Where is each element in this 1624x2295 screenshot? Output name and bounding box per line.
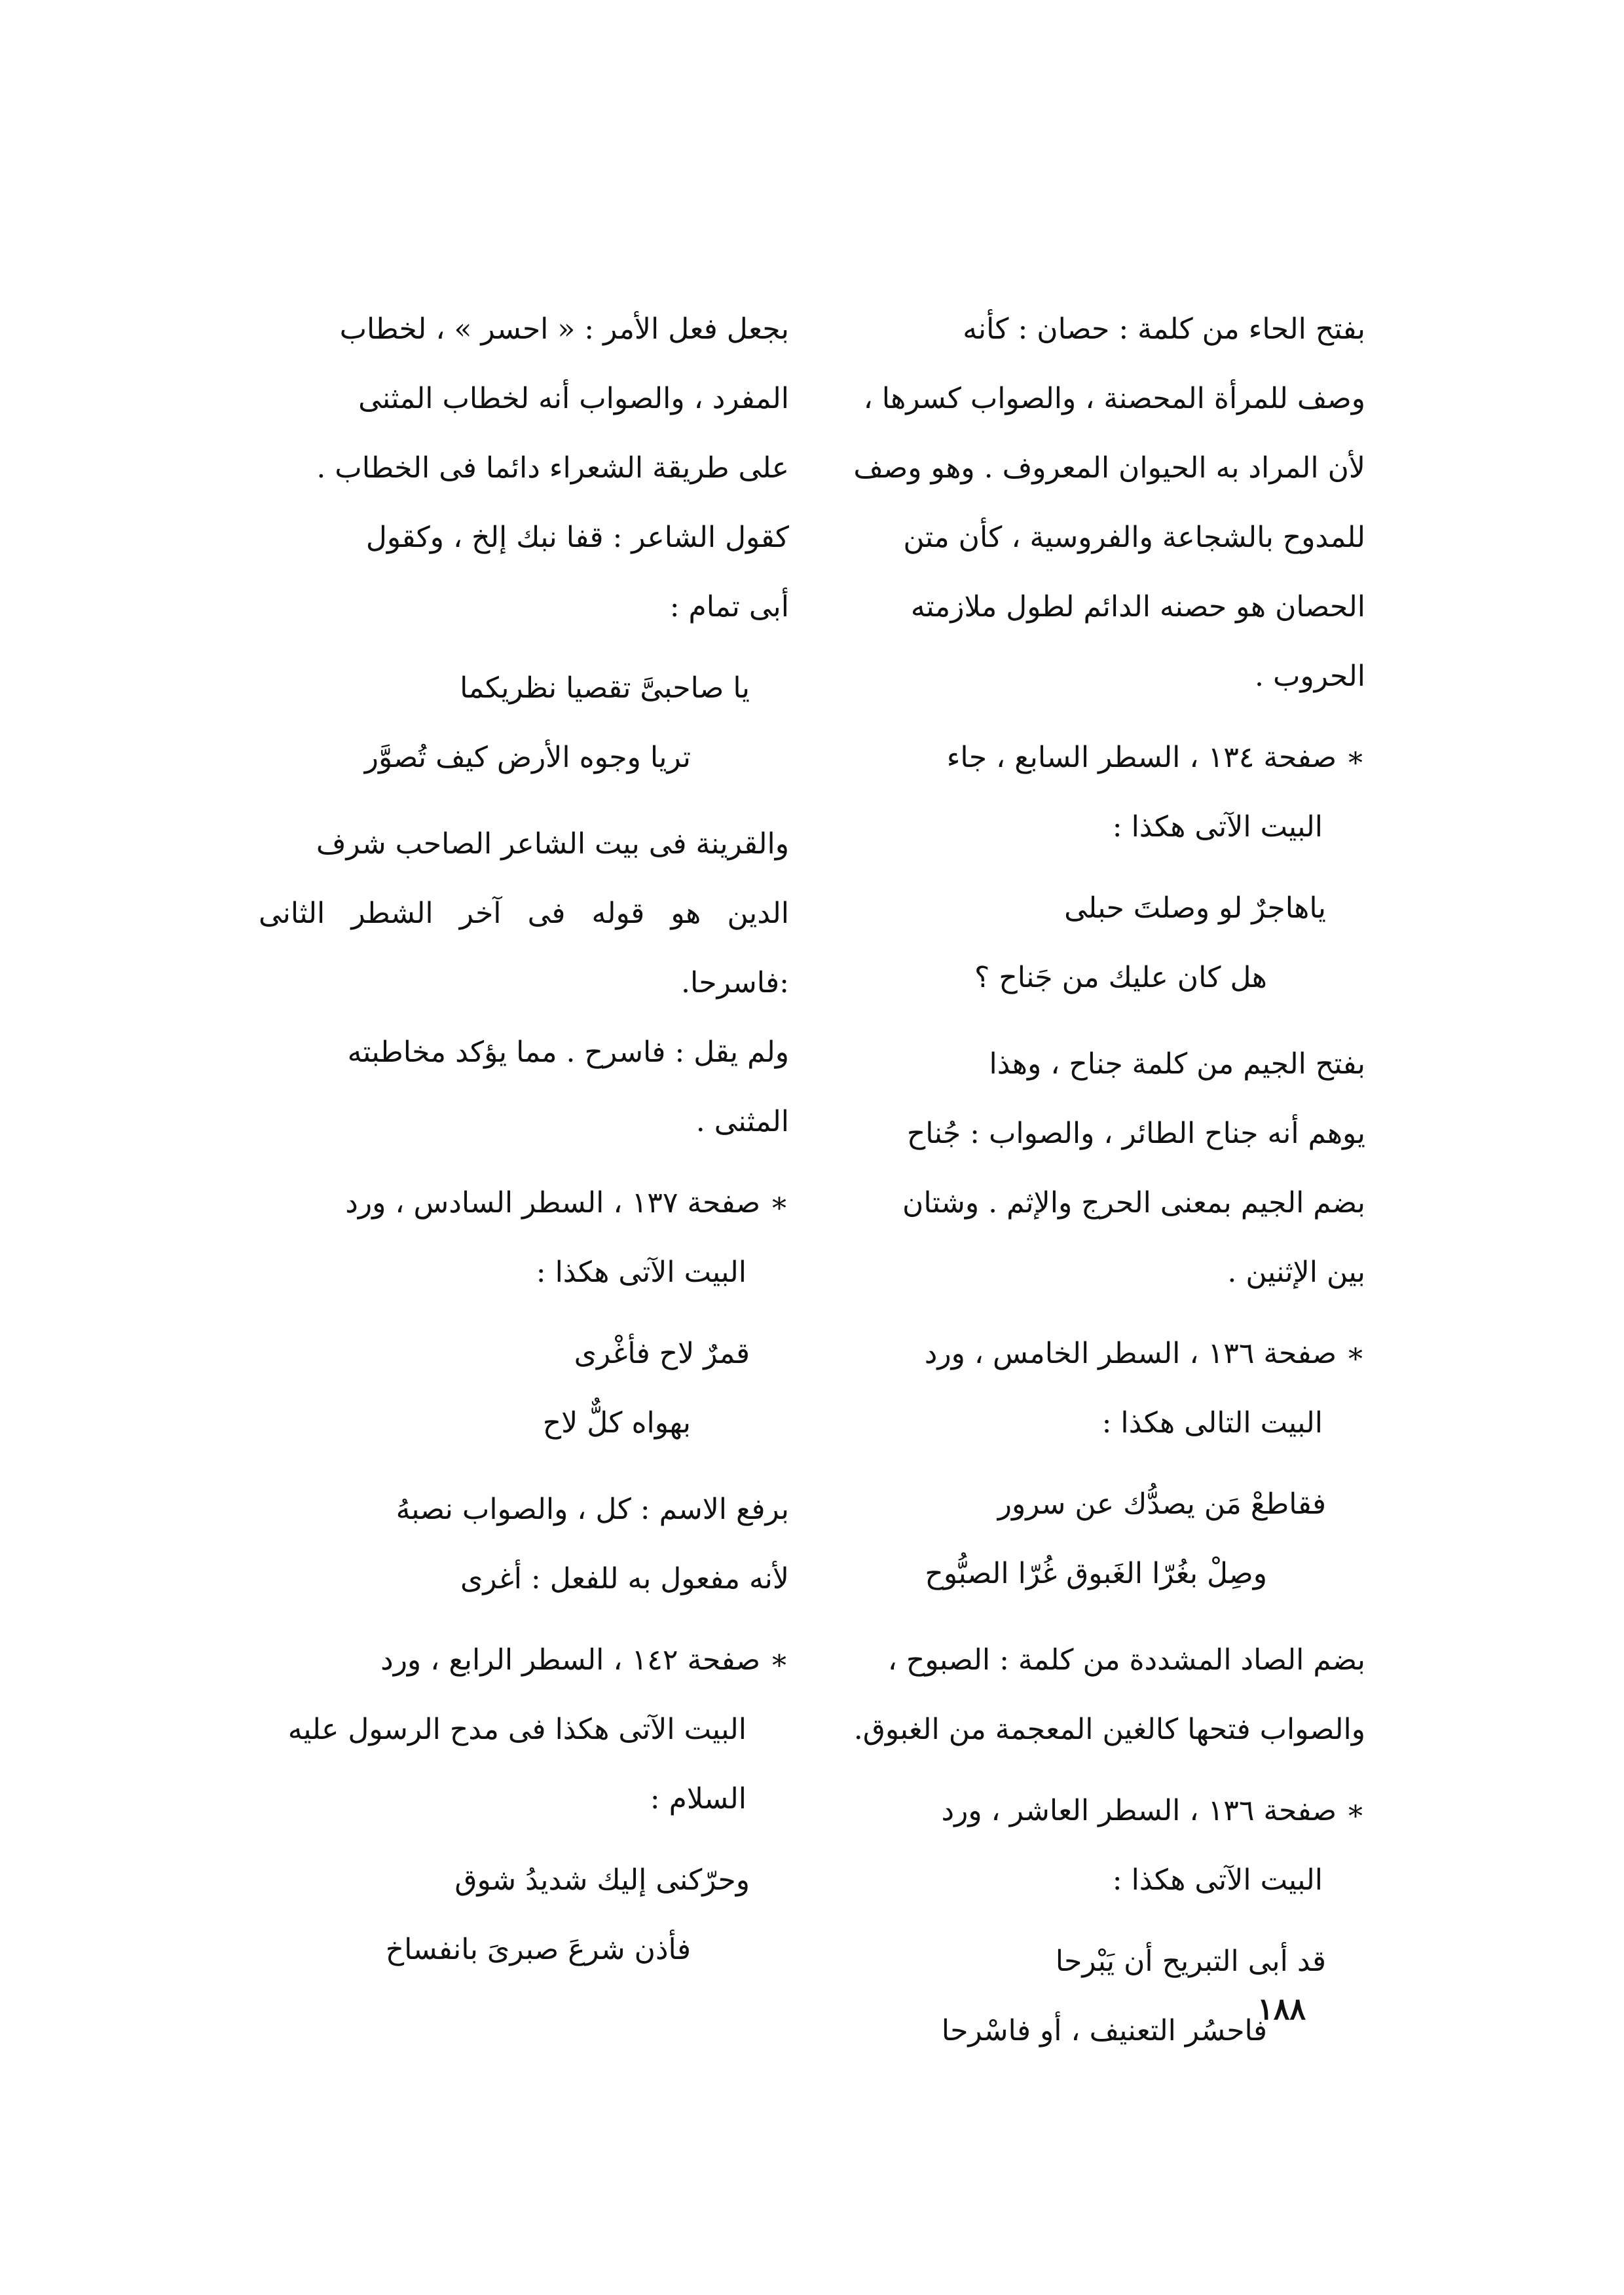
text-line: للمدوح بالشجاعة والفروسية ، كأن متن: [903, 521, 1365, 554]
verse-hemistich: ياهاجرٌ لو وصلتَ حبلى: [1064, 891, 1326, 925]
entry-heading: ∗ صفحة ١٣٦ ، السطر الخامس ، ورد: [835, 1319, 1365, 1389]
entry-subheading: البيت الآتى هكذا :: [1112, 1863, 1323, 1897]
text-line: المفرد ، والصواب أنه لخطاب المثنى: [358, 382, 789, 415]
text-line: بجعل فعل الأمر : « احسر » ، لخطاب: [339, 312, 789, 346]
verse-hemistich: فأذن شرعَ صبرىَ بانفساخ: [385, 1933, 691, 1966]
text-line: المثنى .: [695, 1105, 789, 1138]
verse-hemistich: قمرٌ لاح فأغْرى: [574, 1337, 750, 1370]
text-line: الدين هو قوله فى آخر الشطر الثانى :فاسرحا.: [259, 897, 789, 999]
text-line: بين الإثنين .: [1227, 1256, 1365, 1289]
entry-subheading: البيت الآتى هكذا :: [536, 1256, 747, 1289]
verse-hemistich: بهواه كلٌّ لاح: [542, 1406, 691, 1440]
text-line: كقول الشاعر : قفا نبك إلخ ، وكقول: [365, 521, 789, 554]
entry-heading: ∗ صفحة ١٣٤ ، السطر السابع ، جاء: [835, 723, 1365, 793]
entry-heading: ∗ صفحة ١٤٢ ، السطر الرابع ، ورد: [259, 1626, 789, 1695]
text-line: وصف للمرأة المحصنة ، والصواب كسرها ،: [863, 382, 1365, 415]
paragraph: [259, 295, 789, 642]
verse-hemistich: وحرّكنى إليك شديدُ شوق: [454, 1863, 750, 1897]
text-line: على طريقة الشعراء دائما فى الخطاب .: [316, 451, 789, 485]
text-line: لأن المراد به الحيوان المعروف . وهو وصف: [853, 451, 1365, 485]
entry-heading: ∗ صفحة ١٣٦ ، السطر العاشر ، ورد: [835, 1776, 1365, 1846]
verse: [835, 1470, 1365, 1609]
paragraph: [835, 295, 1365, 711]
text-line: الحصان هو حصنه الدائم لطول ملازمته: [910, 590, 1365, 624]
text-line: والصواب فتحها كالغين المعجمة من الغبوق.: [853, 1713, 1365, 1746]
verse: [259, 1846, 789, 1985]
correction-entry: [835, 723, 1365, 862]
entry-subheading: البيت الآتى هكذا فى مدح الرسول عليه: [287, 1713, 747, 1746]
text-line: الحروب .: [1255, 660, 1365, 693]
page-number: ١٨٨: [1257, 1991, 1306, 2026]
text-line: لأنه مفعول به للفعل : أغرى: [460, 1562, 789, 1595]
verse-hemistich: فاحسُر التعنيف ، أو فاسْرحا: [941, 2014, 1267, 2047]
text-line: أبى تمام :: [669, 590, 789, 624]
entry-subheading: السلام :: [650, 1782, 747, 1816]
verse-hemistich: هل كان عليك من جَناح ؟: [974, 961, 1267, 994]
paragraph: [259, 1475, 789, 1614]
verse: [259, 654, 789, 793]
paragraph: [835, 1030, 1365, 1307]
verse-hemistich: تريا وجوه الأرض كيف تُصوَّر: [364, 741, 691, 774]
correction-entry: [835, 1776, 1365, 1915]
right-column: [835, 295, 1365, 2083]
text-line: ولم يقل : فاسرح . مما يؤكد مخاطبته: [347, 1036, 789, 1069]
correction-entry: [259, 1168, 789, 1307]
verse-hemistich: فقاطعْ مَن يصدُّك عن سرور: [997, 1487, 1326, 1521]
entry-heading: ∗ صفحة ١٣٧ ، السطر السادس ، ورد: [259, 1168, 789, 1238]
paragraph: [259, 810, 789, 1157]
verse: [259, 1319, 789, 1458]
left-column: [259, 295, 789, 2002]
entry-subheading: البيت الآتى هكذا :: [1112, 810, 1323, 844]
paragraph: [835, 1626, 1365, 1764]
verse: [835, 874, 1365, 1013]
text-line: بضم الصاد المشددة من كلمة : الصبوح ،: [887, 1643, 1365, 1677]
text-line: والقرينة فى بيت الشاعر الصاحب شرف: [316, 827, 789, 861]
entry-subheading: البيت التالى هكذا :: [1101, 1406, 1323, 1440]
text-line: يوهم أنه جناح الطائر ، والصواب : جُناح: [906, 1117, 1365, 1150]
verse-hemistich: قد أبى التبريح أن يَبْرحا: [1055, 1945, 1326, 1978]
text-line: بضم الجيم بمعنى الحرج والإثم . وشتان: [902, 1186, 1365, 1220]
correction-entry: [259, 1626, 789, 1834]
correction-entry: [835, 1319, 1365, 1458]
verse-hemistich: يا صاحبىَّ تقصيا نظريكما: [460, 671, 750, 705]
verse-hemistich: وصِلْ بغُرّا الغَبوق غُرّا الصبُّوح: [925, 1557, 1267, 1590]
text-line: برفع الاسم : كل ، والصواب نصبهُ: [396, 1493, 789, 1526]
text-line: بفتح الحاء من كلمة : حصان : كأنه: [963, 312, 1365, 346]
text-line: بفتح الجيم من كلمة جناح ، وهذا: [989, 1047, 1365, 1081]
